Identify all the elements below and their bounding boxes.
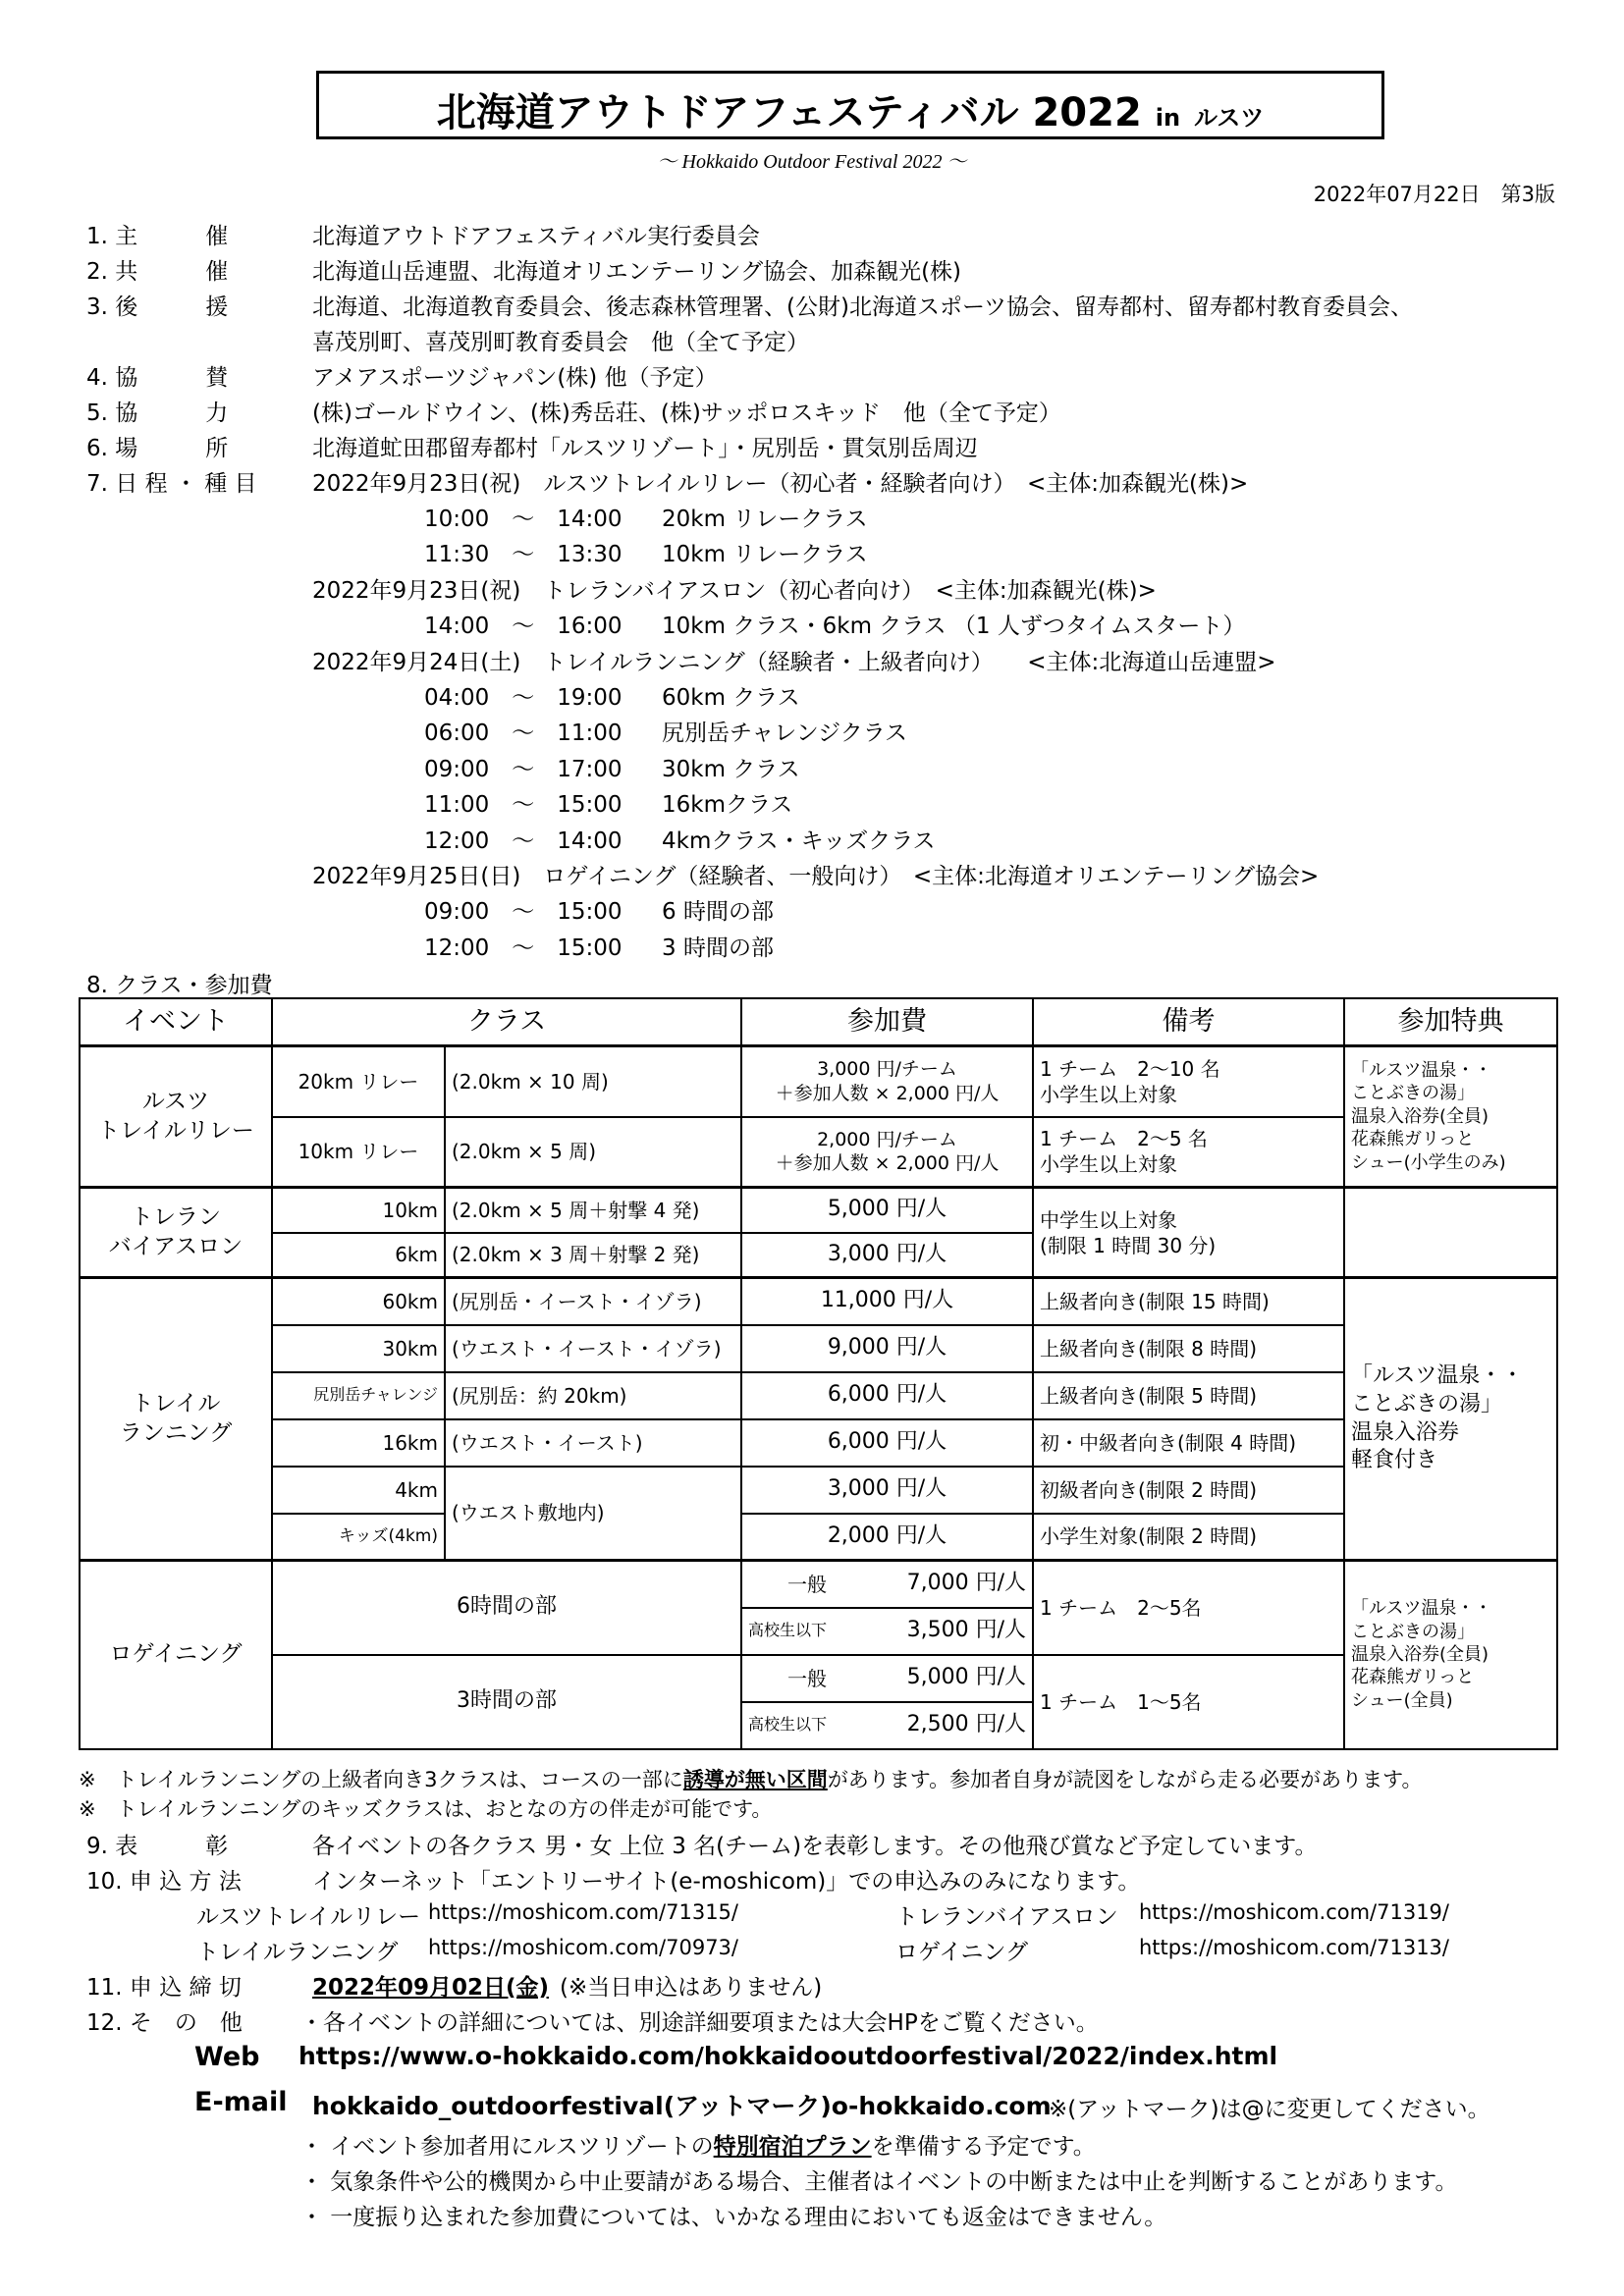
class-cell: 10km リレー (272, 1117, 445, 1188)
header-perk: 参加特典 (1344, 998, 1557, 1046)
section-text: 北海道山岳連盟、北海道オリエンテーリング協会、加森観光(株) (312, 259, 962, 285)
section-text: アメアスポーツジャパン(株) 他（予定） (312, 365, 718, 391)
fee-label: 高校生以下 (748, 1715, 828, 1735)
note-cell: 1 チーム 2～5名 (1033, 1561, 1344, 1655)
schedule-class: 60km クラス (662, 685, 800, 711)
fee-general-cell (741, 1655, 1033, 1702)
class-detail: (2.0km × 5 周＋射撃 4 発) (445, 1188, 741, 1233)
fee-cell: 11,000 円/人 (741, 1278, 1033, 1325)
header-note: 備考 (1033, 998, 1344, 1046)
fee-cell: 5,000 円/人 (741, 1188, 1033, 1233)
note-line-1: ※ トレイルランニングの上級者向き3クラスは、コースの一部に誘導が無い区間があります。参加者自身が読図をしながら走る必要があります。 (79, 1768, 1423, 1791)
mail-address[interactable]: hokkaido_outdoorfestival(アットマーク)o-hokkaido.com (312, 2092, 1052, 2120)
schedule-time: 12:00 ～ 14:00 (424, 828, 623, 854)
event-rogaine: ロゲイニング (80, 1561, 272, 1749)
class-cell: 尻別岳チャレンジ (272, 1372, 445, 1419)
class-cell: 60km (272, 1278, 445, 1325)
web-label: Web (194, 2042, 260, 2072)
header-event: イベント (80, 998, 272, 1046)
schedule-class: 10km クラス・6km クラス （1 人ずつタイムスタート） (662, 614, 1246, 640)
bullet-1: ・ イベント参加者用にルスツリゾートの特別宿泊プランを準備する予定です。 (300, 2134, 1096, 2160)
section-text: 2022年9月23日(祝) ルスツトレイルリレー（初心者・経験者向け） <主体:加森観光(株)> (312, 471, 1249, 497)
section-num: 2. 共 催 (86, 259, 229, 285)
title-box (316, 71, 1384, 139)
schedule-class: 4kmクラス・キッズクラス (662, 828, 936, 854)
section-text: 北海道アウトドアフェスティバル実行委員会 (312, 224, 760, 249)
fee-cell: 3,000 円/人 (741, 1233, 1033, 1278)
fee-student-cell (741, 1702, 1033, 1749)
fee-label: 一般 (787, 1572, 828, 1596)
section-text: (株)ゴールドウイン、(株)秀岳荘、(株)サッポロスキッド 他（全て予定） (312, 400, 1061, 426)
section-num: 6. 場 所 (86, 436, 229, 461)
schedule-class: 3 時間の部 (662, 934, 774, 961)
class-cell: 30km (272, 1325, 445, 1372)
bullet-3: ・ 一度振り込まれた参加費については、いかなる理由においても返金はできません。 (300, 2205, 1167, 2230)
note-cell: 1 チーム 2～5 名 小学生以上対象 (1033, 1117, 1344, 1188)
section-num: 10. 申 込 方 法 (86, 1869, 242, 1895)
link-url[interactable]: https://moshicom.com/71313/ (1139, 1936, 1449, 1959)
class-cell: 4km (272, 1467, 445, 1514)
perk-rogaine: 「ルスツ温泉・・ ことぶきの湯」 温泉入浴券(全員) 花森熊ガリっと シュー(全員) (1344, 1561, 1557, 1749)
note-cell: 上級者向き(制限 5 時間) (1033, 1372, 1344, 1419)
class-cell: キッズ(4km) (272, 1514, 445, 1561)
event-biathlon: トレラン バイアスロン (80, 1188, 272, 1278)
fee-value: 5,000 円/人 (906, 1665, 1027, 1690)
note-biathlon: 中学生以上対象 (制限 1 時間 30 分) (1033, 1188, 1344, 1278)
link-url[interactable]: https://moshicom.com/70973/ (428, 1936, 738, 1959)
schedule-class: 尻別岳チャレンジクラス (662, 721, 908, 747)
other-text: ・各イベントの詳細については、別途詳細要項または大会HPをご覧ください。 (300, 2010, 1099, 2036)
page-title: 北海道アウトドアフェスティバル 2022 in ルスツ (436, 90, 1265, 135)
schedule-event: 2022年9月23日(祝) トレランバイアスロン（初心者向け） <主体:加森観光(株)> (312, 577, 1157, 604)
mail-label: E-mail (194, 2087, 288, 2117)
class-detail: (尻別岳・イースト・イゾラ) (445, 1278, 741, 1325)
schedule-time: 11:30 ～ 13:30 (424, 542, 623, 568)
mail-note: ※(アットマーク)は@に変更してください。 (1049, 2097, 1490, 2122)
link-name: ルスツトレイルリレー (196, 1904, 421, 1930)
subtitle: ～ Hokkaido Outdoor Festival 2022 ～ (657, 151, 967, 173)
fee-cell: 2,000 円/チーム ＋参加人数 × 2,000 円/人 (741, 1117, 1033, 1188)
note-cell: 上級者向き(制限 8 時間) (1033, 1325, 1344, 1372)
note-cell: 1 チーム 1～5名 (1033, 1655, 1344, 1749)
perk-biathlon (1344, 1188, 1557, 1278)
fee-label: 高校生以下 (748, 1621, 828, 1640)
class-cell: 3時間の部 (272, 1655, 741, 1749)
class-detail: (2.0km × 3 周＋射撃 2 発) (445, 1233, 741, 1278)
issue-date: 2022年07月22日 第3版 (1313, 183, 1555, 206)
fee-cell: 3,000 円/人 (741, 1467, 1033, 1514)
fee-label: 一般 (787, 1666, 828, 1690)
schedule-time: 10:00 ～ 14:00 (424, 507, 623, 532)
perk-trail: 「ルスツ温泉・・ ことぶきの湯」 温泉入浴券 軽食付き (1344, 1278, 1557, 1561)
class-cell: 6km (272, 1233, 445, 1278)
class-detail: (ウエスト・イースト) (445, 1419, 741, 1467)
note-cell: 初・中級者向き(制限 4 時間) (1033, 1419, 1344, 1467)
header-fee: 参加費 (741, 998, 1033, 1046)
event-relay: ルスツ トレイルリレー (80, 1046, 272, 1188)
schedule-time: 04:00 ～ 19:00 (424, 685, 623, 711)
apply-text: インターネット「エントリーサイト(e-moshicom)」での申込みのみになります。 (312, 1869, 1141, 1895)
note-cell: 初級者向き(制限 2 時間) (1033, 1467, 1344, 1514)
section-num: 3. 後 援 (86, 294, 229, 320)
link-url[interactable]: https://moshicom.com/71319/ (1139, 1900, 1449, 1924)
class-cell: 10km (272, 1188, 445, 1233)
fee-cell: 9,000 円/人 (741, 1325, 1033, 1372)
web-url[interactable]: https://www.o-hokkaido.com/hokkaidooutdoorfestival/2022/index.html (298, 2042, 1278, 2070)
schedule-time: 14:00 ～ 16:00 (424, 614, 623, 640)
section-num: 9. 表 彰 (86, 1834, 229, 1859)
header-class: クラス (272, 998, 741, 1046)
deadline-note: (※当日申込はありません) (560, 1975, 823, 2001)
link-url[interactable]: https://moshicom.com/71315/ (428, 1900, 738, 1924)
class-detail: (ウエスト敷地内) (445, 1467, 741, 1561)
schedule-class: 10km リレークラス (662, 542, 868, 568)
award-text: 各イベントの各クラス 男・女 上位 3 名(チーム)を表彰します。その他飛び賞など予定しています。 (312, 1834, 1318, 1859)
schedule-event: 2022年9月25日(日) ロゲイニング（経験者、一般向け） <主体:北海道オリエンテーリング協会> (312, 864, 1320, 889)
perk-relay: 「ルスツ温泉・・ ことぶきの湯」 温泉入浴券(全員) 花森熊ガリっと シュー(小学生のみ) (1344, 1046, 1557, 1188)
class-detail: (尻別岳：約 20km) (445, 1372, 741, 1419)
deadline-date: 2022年09月02日(金) (312, 1975, 550, 2001)
section-num: 5. 協 力 (86, 400, 229, 426)
fee-cell: 2,000 円/人 (741, 1514, 1033, 1561)
schedule-time: 11:00 ～ 15:00 (424, 792, 623, 819)
section-num: 4. 協 賛 (86, 365, 229, 391)
bullet-2: ・ 気象条件や公的機関から中止要請がある場合、主催者はイベントの中断または中止を判断することがあります。 (300, 2169, 1458, 2195)
section-text: 北海道虻田郡留寿都村「ルスツリゾート」・尻別岳・貫気別岳周辺 (312, 436, 978, 461)
fee-value: 7,000 円/人 (906, 1571, 1027, 1596)
note-line-2: ※ トレイルランニングのキッズクラスは、おとなの方の伴走が可能です。 (79, 1797, 773, 1821)
link-name: トレイルランニング (196, 1940, 399, 1965)
fee-student-cell (741, 1608, 1033, 1655)
note-cell: 上級者向き(制限 15 時間) (1033, 1278, 1344, 1325)
schedule-class: 20km リレークラス (662, 507, 868, 532)
schedule-time: 12:00 ～ 15:00 (424, 934, 623, 961)
fee-heading: 8. クラス・参加費 (86, 973, 273, 998)
class-cell: 20km リレー (272, 1046, 445, 1117)
class-cell: 6時間の部 (272, 1561, 741, 1655)
section-text: 喜茂別町、喜茂別町教育委員会 他（全て予定） (312, 330, 809, 355)
link-name: トレランバイアスロン (895, 1904, 1118, 1930)
class-detail: (ウエスト・イースト・イゾラ) (445, 1325, 741, 1372)
fee-general-cell (741, 1561, 1033, 1608)
link-name: ロゲイニング (895, 1940, 1029, 1965)
fee-value: 3,500 円/人 (906, 1618, 1027, 1643)
class-cell: 16km (272, 1419, 445, 1467)
section-num: 7. 日 程 ・ 種 目 (86, 471, 257, 497)
section-num: 1. 主 催 (86, 224, 229, 249)
schedule-time: 09:00 ～ 15:00 (424, 899, 623, 926)
schedule-time: 06:00 ～ 11:00 (424, 721, 623, 747)
schedule-class: 30km クラス (662, 756, 800, 782)
schedule-class: 6 時間の部 (662, 899, 774, 926)
note-cell: 1 チーム 2～10 名 小学生以上対象 (1033, 1046, 1344, 1117)
section-text: 北海道、北海道教育委員会、後志森林管理署、(公財)北海道スポーツ協会、留寿都村、留寿都村教育委員会、 (312, 294, 1414, 320)
schedule-class: 16kmクラス (662, 792, 793, 819)
class-detail: (2.0km × 5 周) (445, 1117, 741, 1188)
fee-cell: 3,000 円/チーム ＋参加人数 × 2,000 円/人 (741, 1046, 1033, 1117)
fee-cell: 6,000 円/人 (741, 1372, 1033, 1419)
fee-value: 2,500 円/人 (906, 1712, 1027, 1737)
schedule-event: 2022年9月24日(土) トレイルランニング（経験者・上級者向け） <主体:北海道山岳連盟> (312, 649, 1276, 675)
event-trail: トレイル ランニング (80, 1278, 272, 1561)
fee-cell: 6,000 円/人 (741, 1419, 1033, 1467)
schedule-time: 09:00 ～ 17:00 (424, 756, 623, 782)
section-num: 11. 申 込 締 切 (86, 1975, 242, 2001)
class-detail: (2.0km × 10 周) (445, 1046, 741, 1117)
fee-table (79, 997, 1558, 1750)
note-cell: 小学生対象(制限 2 時間) (1033, 1514, 1344, 1561)
section-num: 12. そ の 他 (86, 2010, 243, 2036)
